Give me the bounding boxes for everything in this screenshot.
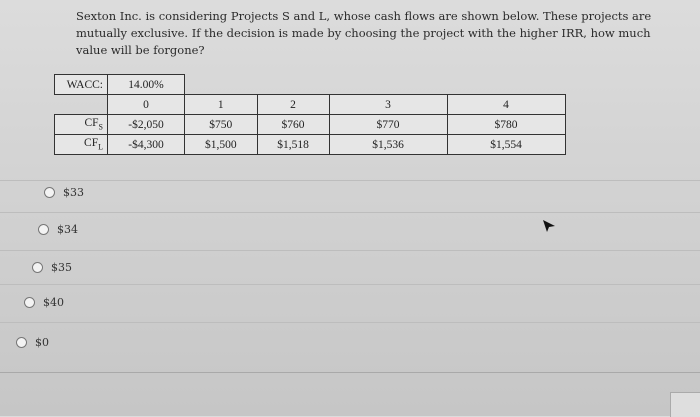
- divider: [0, 322, 700, 323]
- divider: [0, 372, 700, 373]
- answer-option-4[interactable]: [24, 296, 64, 309]
- table-cell: $1,536: [329, 135, 447, 155]
- cash-flow-table: [54, 74, 566, 155]
- table-cell: -$2,050: [108, 115, 185, 135]
- table-cell: $770: [329, 115, 447, 135]
- divider: [0, 180, 700, 181]
- table-cell: $750: [185, 115, 258, 135]
- answer-label: $0: [35, 336, 49, 349]
- page-corner: [670, 392, 700, 417]
- wacc-label: WACC:: [55, 75, 108, 95]
- wacc-value: 14.00%: [108, 75, 185, 95]
- answer-label: $40: [43, 296, 64, 309]
- radio-button[interactable]: [44, 187, 55, 198]
- answer-label: $33: [63, 186, 84, 199]
- row-label-cf-s: $CF_S$: [55, 115, 108, 135]
- answer-label: $34: [57, 223, 78, 236]
- radio-button[interactable]: [38, 224, 49, 235]
- table-cell: $1,554: [447, 135, 565, 155]
- answer-option-1[interactable]: [44, 186, 84, 199]
- divider: [0, 212, 700, 213]
- year-header: 1: [185, 95, 258, 115]
- table-row: [55, 115, 566, 135]
- divider: [0, 284, 700, 285]
- radio-button[interactable]: [16, 337, 27, 348]
- year-header: 4: [447, 95, 565, 115]
- year-header: 0: [108, 95, 185, 115]
- radio-button[interactable]: [24, 297, 35, 308]
- radio-button[interactable]: [32, 262, 43, 273]
- table-cell: -$4,300: [108, 135, 185, 155]
- year-header: 3: [329, 95, 447, 115]
- answer-option-5[interactable]: [16, 336, 49, 349]
- table-cell: $1,500: [185, 135, 258, 155]
- table-cell: $780: [447, 115, 565, 135]
- table-cell: $760: [257, 115, 329, 135]
- answer-option-3[interactable]: [32, 261, 72, 274]
- answer-label: $35: [51, 261, 72, 274]
- table-cell: $1,518: [257, 135, 329, 155]
- answer-option-2[interactable]: [38, 223, 78, 236]
- mouse-cursor-icon: [541, 218, 557, 234]
- table-row: [55, 135, 566, 155]
- question-text: Sexton Inc. is considering Projects S and L, whose cash flows are shown below. These projects are mutually exclusive. If the decision is made by choosing the project with the higher IRR, how much value will be forgone?: [76, 9, 652, 57]
- row-label-cf-l: $CF_L$: [55, 135, 108, 155]
- divider: [0, 250, 700, 251]
- year-header: 2: [257, 95, 329, 115]
